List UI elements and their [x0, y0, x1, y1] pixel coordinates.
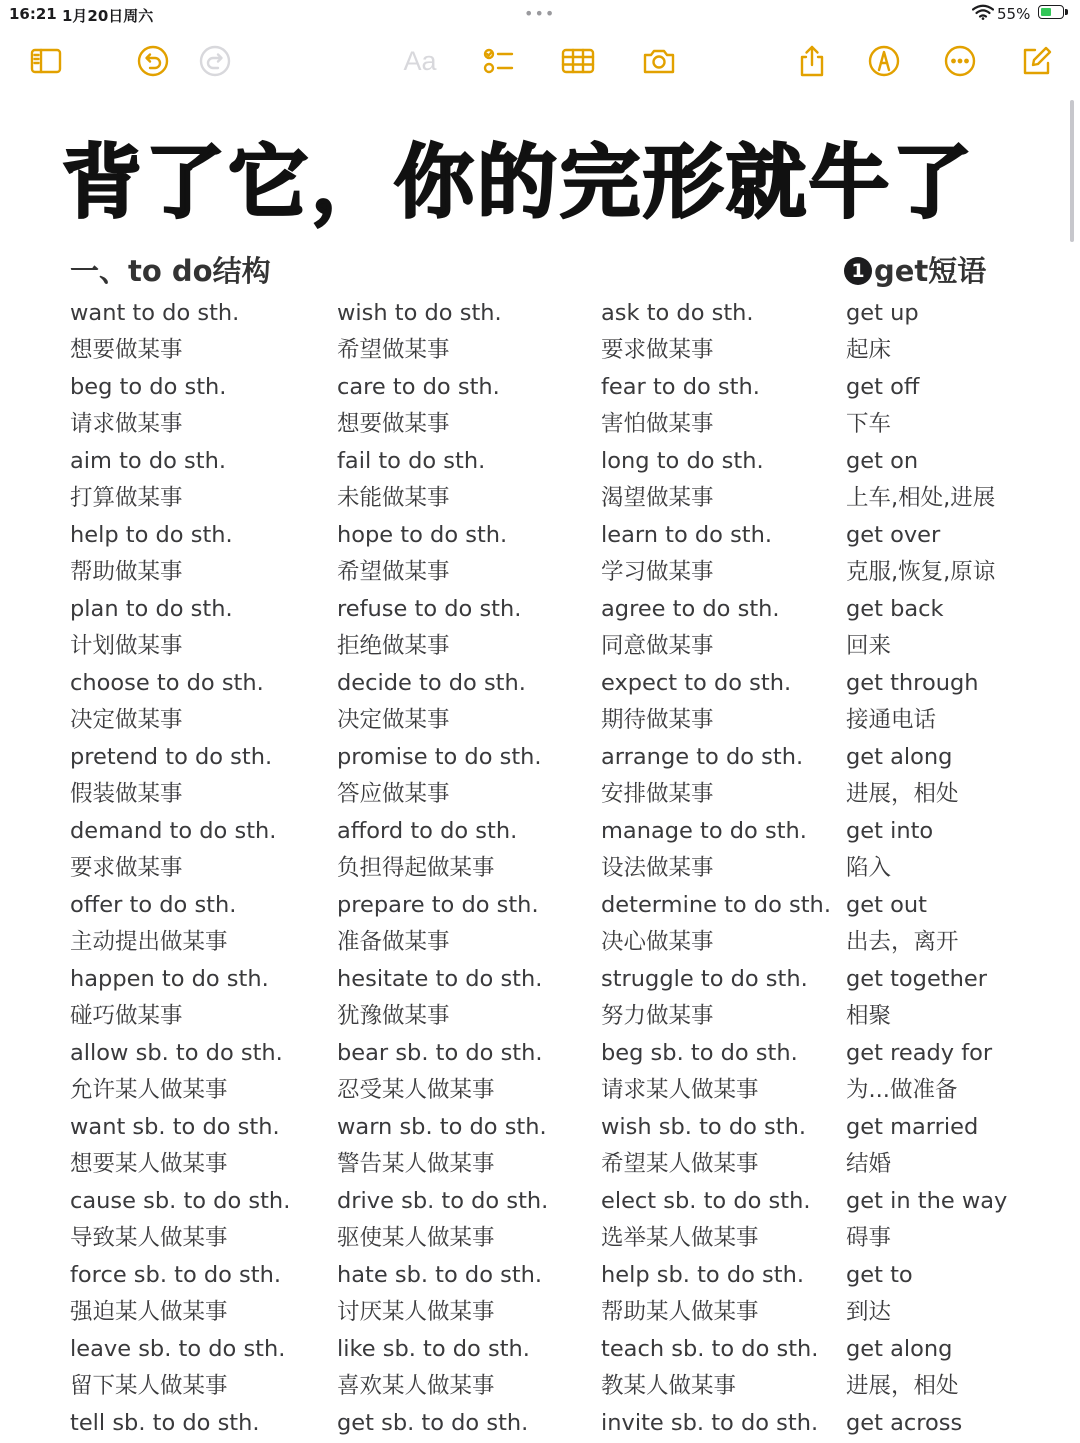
phrase-chinese: 打算做某事 [70, 485, 183, 511]
phrase-chinese: 负担得起做某事 [337, 855, 495, 881]
phrase-english: offer to do sth. [70, 892, 237, 918]
phrase-english: force sb. to do sth. [70, 1262, 282, 1288]
multitasking-dots-icon[interactable]: ••• [524, 4, 556, 23]
phrase-english: get up [846, 300, 919, 326]
phrase-english: beg to do sth. [70, 374, 227, 400]
phrase-chinese: 拒绝做某事 [337, 633, 450, 659]
phrase-english: invite sb. to do sth. [601, 1410, 819, 1436]
phrase-english: cause sb. to do sth. [70, 1188, 291, 1214]
wifi-icon [972, 4, 994, 20]
phrase-english: drive sb. to do sth. [337, 1188, 549, 1214]
phrase-english: allow sb. to do sth. [70, 1040, 283, 1066]
phrase-chinese: 渴望做某事 [601, 485, 714, 511]
phrase-english: aim to do sth. [70, 448, 227, 474]
phrase-chinese: 帮助某人做某事 [601, 1299, 759, 1325]
phrase-english: hesitate to do sth. [337, 966, 543, 992]
more-icon[interactable] [940, 44, 980, 78]
phrase-chinese: 起床 [846, 337, 892, 363]
share-icon[interactable] [792, 44, 832, 78]
phrase-chinese: 帮助做某事 [70, 559, 183, 585]
phrase-chinese: 决心做某事 [601, 929, 714, 955]
column-3 [601, 296, 831, 1443]
phrase-chinese: 陷入 [846, 855, 892, 881]
battery-fill [1041, 8, 1051, 16]
phrase-chinese: 相聚 [846, 1003, 892, 1029]
camera-icon[interactable] [639, 44, 679, 78]
phrase-chinese: 希望做某事 [337, 559, 450, 585]
phrase-chinese: 强迫某人做某事 [70, 1299, 228, 1325]
phrase-english: struggle to do sth. [601, 966, 808, 992]
phrase-english: get out [846, 892, 927, 918]
phrase-english: help sb. to do sth. [601, 1262, 804, 1288]
phrase-chinese: 期待做某事 [601, 707, 714, 733]
markup-icon[interactable] [864, 44, 904, 78]
phrase-chinese: 努力做某事 [601, 1003, 714, 1029]
number-badge: 1 [844, 257, 872, 285]
phrase-english: want to do sth. [70, 300, 240, 326]
phrase-english: get back [846, 596, 944, 622]
phrase-chinese: 到达 [846, 1299, 892, 1325]
status-time: 16:21 [9, 5, 57, 23]
phrase-english: get across [846, 1410, 963, 1436]
status-bar [0, 0, 1080, 28]
phrase-english: determine to do sth. [601, 892, 831, 918]
phrase-english: wish to do sth. [337, 300, 502, 326]
phrase-english: get ready for [846, 1040, 993, 1066]
phrase-chinese: 驱使某人做某事 [337, 1225, 495, 1251]
phrase-english: expect to do sth. [601, 670, 792, 696]
phrase-chinese: 留下某人做某事 [70, 1373, 228, 1399]
phrase-chinese: 进展，相处 [846, 1373, 959, 1399]
phrase-chinese: 回来 [846, 633, 892, 659]
phrase-english: get along [846, 1336, 953, 1362]
phrase-chinese: 上车,相处,进展 [846, 485, 996, 511]
phrase-english: help to do sth. [70, 522, 233, 548]
phrase-english: refuse to do sth. [337, 596, 522, 622]
phrase-chinese: 希望做某事 [337, 337, 450, 363]
phrase-chinese: 碰巧做某事 [70, 1003, 183, 1029]
phrase-chinese: 下车 [846, 411, 892, 437]
column-4 [846, 296, 1007, 1443]
phrase-chinese: 假装做某事 [70, 781, 183, 807]
phrase-english: get to [846, 1262, 913, 1288]
phrase-english: get over [846, 522, 941, 548]
note-title: 背了它，你的完形就牛了 [62, 136, 975, 229]
phrase-english: demand to do sth. [70, 818, 277, 844]
phrase-english: get on [846, 448, 919, 474]
phrase-english: want sb. to do sth. [70, 1114, 280, 1140]
section-heading-get [844, 249, 986, 290]
phrase-english: hate sb. to do sth. [337, 1262, 543, 1288]
phrase-english: wish sb. to do sth. [601, 1114, 806, 1140]
phrase-english: beg sb. to do sth. [601, 1040, 798, 1066]
phrase-english: tell sb. to do sth. [70, 1410, 260, 1436]
phrase-english: ask to do sth. [601, 300, 754, 326]
phrase-english: get in the way [846, 1188, 1008, 1214]
phrase-chinese: 碍事 [846, 1225, 892, 1251]
phrase-chinese: 设法做某事 [601, 855, 714, 881]
phrase-english: long to do sth. [601, 448, 764, 474]
phrase-english: bear sb. to do sth. [337, 1040, 543, 1066]
phrase-english: learn to do sth. [601, 522, 773, 548]
phrase-chinese: 要求做某事 [70, 855, 183, 881]
phrase-chinese: 想要做某事 [337, 411, 450, 437]
phrase-chinese: 教某人做某事 [601, 1373, 737, 1399]
phrase-chinese: 请求做某事 [70, 411, 183, 437]
phrase-chinese: 未能做某事 [337, 485, 450, 511]
phrase-english: get into [846, 818, 934, 844]
phrase-chinese: 准备做某事 [337, 929, 450, 955]
phrase-english: like sb. to do sth. [337, 1336, 530, 1362]
phrase-english: get along [846, 744, 953, 770]
phrase-english: elect sb. to do sth. [601, 1188, 811, 1214]
phrase-english: agree to do sth. [601, 596, 780, 622]
phrase-chinese: 决定做某事 [337, 707, 450, 733]
table-icon[interactable] [558, 44, 598, 78]
phrase-chinese: 进展，相处 [846, 781, 959, 807]
phrase-chinese: 犹豫做某事 [337, 1003, 450, 1029]
phrase-english: hope to do sth. [337, 522, 508, 548]
phrase-chinese: 导致某人做某事 [70, 1225, 228, 1251]
column-2 [337, 296, 548, 1443]
phrase-chinese: 想要某人做某事 [70, 1151, 228, 1177]
phrase-chinese: 喜欢某人做某事 [337, 1373, 495, 1399]
compose-icon[interactable] [1016, 44, 1056, 78]
phrase-chinese: 学习做某事 [601, 559, 714, 585]
redo-icon[interactable] [195, 44, 235, 78]
phrase-english: manage to do sth. [601, 818, 807, 844]
phrase-chinese: 主动提出做某事 [70, 929, 228, 955]
phrase-chinese: 要求做某事 [601, 337, 714, 363]
format-icon[interactable] [400, 44, 440, 78]
battery-percent: 55% [997, 5, 1031, 23]
notes-toolbar [0, 30, 1080, 90]
sidebar-icon[interactable] [26, 44, 66, 78]
phrase-english: afford to do sth. [337, 818, 518, 844]
phrase-chinese: 克服,恢复,原谅 [846, 559, 996, 585]
phrase-english: warn sb. to do sth. [337, 1114, 547, 1140]
phrase-english: leave sb. to do sth. [70, 1336, 286, 1362]
phrase-english: arrange to do sth. [601, 744, 804, 770]
phrase-english: fear to do sth. [601, 374, 760, 400]
section-heading-get-label: get短语 [874, 254, 987, 288]
undo-icon[interactable] [133, 44, 173, 78]
format-label: Aa [403, 45, 437, 76]
phrase-chinese: 请求某人做某事 [601, 1077, 759, 1103]
scrollbar[interactable] [1070, 100, 1074, 242]
column-1 [70, 296, 290, 1443]
phrase-chinese: 结婚 [846, 1151, 892, 1177]
phrase-chinese: 为...做准备 [846, 1077, 958, 1103]
phrase-english: get off [846, 374, 920, 400]
phrase-chinese: 害怕做某事 [601, 411, 714, 437]
battery-icon [1038, 5, 1064, 19]
checklist-icon[interactable] [478, 44, 518, 78]
phrase-chinese: 计划做某事 [70, 633, 183, 659]
phrase-english: pretend to do sth. [70, 744, 273, 770]
phrase-english: fail to do sth. [337, 448, 486, 474]
phrase-english: decide to do sth. [337, 670, 526, 696]
section-heading-to-do: 一、to do结构 [70, 254, 271, 288]
phrase-english: teach sb. to do sth. [601, 1336, 819, 1362]
phrase-english: choose to do sth. [70, 670, 264, 696]
phrase-english: get sb. to do sth. [337, 1410, 529, 1436]
phrase-english: promise to do sth. [337, 744, 542, 770]
phrase-chinese: 警告某人做某事 [337, 1151, 495, 1177]
phrase-english: prepare to do sth. [337, 892, 539, 918]
status-date: 1月20日周六 [62, 7, 154, 25]
phrase-chinese: 接通电话 [846, 707, 937, 733]
phrase-chinese: 忍受某人做某事 [337, 1077, 495, 1103]
phrase-chinese: 同意做某事 [601, 633, 714, 659]
phrase-chinese: 安排做某事 [601, 781, 714, 807]
phrase-english: get through [846, 670, 979, 696]
phrase-chinese: 答应做某事 [337, 781, 450, 807]
phrase-chinese: 决定做某事 [70, 707, 183, 733]
phrase-english: get married [846, 1114, 979, 1140]
phrase-chinese: 选举某人做某事 [601, 1225, 759, 1251]
phrase-chinese: 讨厌某人做某事 [337, 1299, 495, 1325]
phrase-chinese: 允许某人做某事 [70, 1077, 228, 1103]
phrase-english: care to do sth. [337, 374, 500, 400]
phrase-chinese: 想要做某事 [70, 337, 183, 363]
phrase-chinese: 希望某人做某事 [601, 1151, 759, 1177]
phrase-english: plan to do sth. [70, 596, 233, 622]
phrase-chinese: 出去，离开 [846, 929, 959, 955]
phrase-english: happen to do sth. [70, 966, 269, 992]
phrase-english: get together [846, 966, 987, 992]
